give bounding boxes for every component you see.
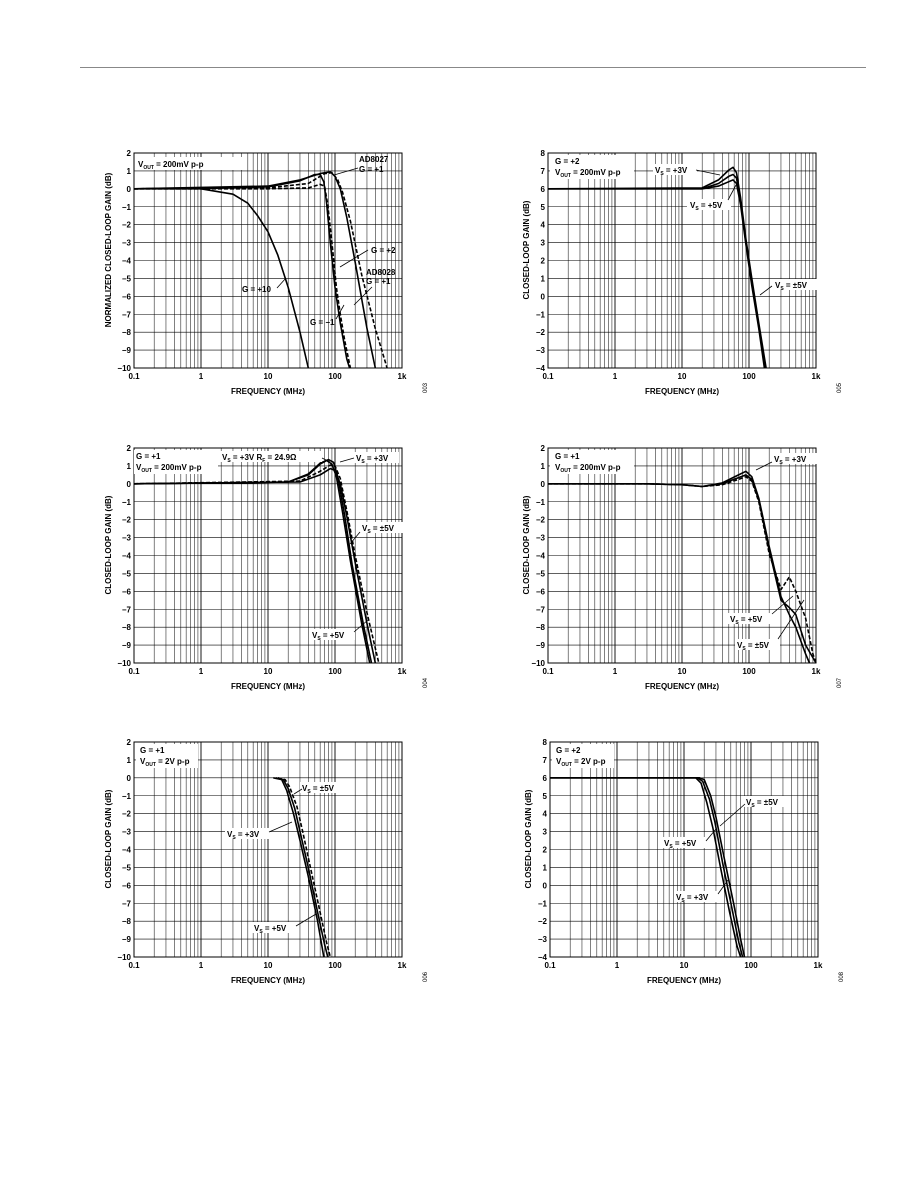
tick-labels [117,444,407,676]
svg-text:VS = +3V: $V_S = +3V$ [227,830,260,841]
series-line [134,172,375,368]
plot-curves [134,172,387,368]
y-tick-label: 1 [542,863,547,873]
svg-text:VS = +5V: $V_S = +5V$ [254,924,287,935]
x-axis-label: FREQUENCY (MHz) [646,976,722,985]
y-tick-label: 2 [126,738,131,747]
y-tick-label: 3 [540,238,545,248]
y-tick-label: −8 [121,623,131,633]
plot-grid [134,448,402,663]
svg-text:VOUT = 200mV p-p: $V_{OUT} = 200mV$ p-p [138,160,204,171]
label-vs-5v [252,922,297,935]
y-tick-label: −4 [121,845,131,855]
x-tick-label: 10 [263,372,273,381]
y-tick-label: 5 [542,791,547,801]
label-gain: G = +1 [136,452,161,461]
y-tick-label: −6 [121,881,131,891]
y-tick-label: 0 [540,479,545,489]
y-tick-label: 1 [126,755,131,765]
chart-normalized-gain-vs-frequency [96,145,441,407]
x-axis-label: FREQUENCY (MHz) [230,387,306,396]
label-gain: G = +2 [556,746,581,755]
svg-text:VS = +3V: $V_S = +3V$ [356,454,389,465]
figure-id: 004 [423,677,429,688]
x-tick-label: 1k [811,372,821,381]
y-tick-label: −4 [535,364,545,373]
label-vs-3v-rf [220,451,322,464]
tick-labels [117,738,407,970]
y-tick-label: 0 [540,292,545,302]
y-axis-label: CLOSED-LOOP GAIN (dB) [522,495,531,595]
y-tick-label: −6 [535,587,545,597]
header-rule [80,67,866,68]
x-tick-label: 0.1 [128,667,140,676]
y-tick-label: −10 [531,659,545,668]
tick-labels [117,149,407,381]
x-tick-label: 100 [742,667,756,676]
chart-gain-vs-frequency-g2 [510,145,855,407]
label-vs-5v [662,837,707,850]
tick-labels [538,738,823,970]
y-tick-label: −10 [117,953,131,962]
svg-text:VOUT = 200mV p-p: $V_{OUT} = 200mV$ p-p [136,463,202,474]
y-tick-label: −2 [121,515,131,525]
y-tick-label: −7 [121,310,131,320]
figure-id: 005 [837,382,843,393]
y-tick-label: −1 [121,791,131,801]
y-axis-label: CLOSED-LOOP GAIN (dB) [104,789,113,889]
label-vs-3v [674,891,719,904]
label-ad8027-gain: G = +1 [359,165,384,174]
plot-grid [548,153,816,368]
label-gain: G = +1 [140,746,165,755]
y-tick-label: −4 [535,551,545,561]
label-vs-pm5v [735,639,780,652]
y-tick-label: 0 [126,773,131,783]
x-axis-label: FREQUENCY (MHz) [644,682,720,691]
series-line [134,175,350,369]
x-tick-label: 10 [677,372,687,381]
y-tick-label: −1 [535,310,545,320]
x-tick-label: 0.1 [128,372,140,381]
y-tick-label: −6 [121,292,131,302]
y-tick-label: −2 [121,220,131,230]
y-tick-label: −5 [535,569,545,579]
annotation-box [552,744,614,768]
y-tick-label: 1 [126,166,131,176]
annotation-box [550,450,634,474]
y-tick-label: −7 [121,899,131,909]
y-tick-label: 8 [540,149,545,158]
y-tick-label: −5 [121,569,131,579]
y-axis-label: CLOSED-LOOP GAIN (dB) [522,200,531,300]
y-tick-label: 0 [542,881,547,891]
series-line [548,167,766,368]
y-tick-label: −2 [121,809,131,819]
chart-gain-vs-frequency-2v-g2 [512,734,857,996]
x-tick-label: 0.1 [542,372,554,381]
label-ad8028-gain: G = +1 [366,277,391,286]
y-tick-label: −3 [537,935,547,945]
y-tick-label: −4 [121,256,131,266]
y-tick-label: −6 [121,587,131,597]
y-tick-label: −8 [121,328,131,338]
label-vs-pm5v [772,279,817,292]
y-tick-label: −9 [121,935,131,945]
x-tick-label: 1 [614,961,620,970]
x-tick-label: 100 [328,667,342,676]
x-tick-label: 100 [328,372,342,381]
y-tick-label: 2 [540,444,545,453]
figure-id: 007 [837,677,843,688]
svg-text:VOUT = 200mV p-p: $V_{OUT} = 200mV$ p-p [555,168,621,179]
y-tick-label: −3 [121,827,131,837]
chart-gain-vs-frequency-supply [96,440,441,702]
y-tick-label: −1 [121,202,131,212]
y-tick-label: 2 [540,256,545,266]
x-tick-label: 1k [397,961,407,970]
x-tick-label: 10 [677,667,687,676]
y-tick-label: −7 [535,605,545,615]
y-tick-label: −5 [121,274,131,284]
y-tick-label: 2 [126,149,131,158]
label-gain: G = +2 [555,157,580,166]
x-tick-label: 100 [742,372,756,381]
y-tick-label: −4 [121,551,131,561]
y-tick-label: −7 [121,605,131,615]
y-tick-label: −1 [121,497,131,507]
svg-text:VS = ±5V: $V_S = \pm 5V$ [362,524,394,535]
x-tick-label: 100 [744,961,758,970]
annotation-box [550,155,634,179]
label-ad8027: AD8027 [359,155,389,164]
x-axis-label: FREQUENCY (MHz) [230,976,306,985]
x-tick-label: 10 [263,961,273,970]
tick-labels [536,149,821,381]
y-tick-label: −9 [535,641,545,651]
y-tick-label: −3 [121,533,131,543]
svg-text:VS = +5V: $V_S = +5V$ [664,839,697,850]
x-tick-label: 1 [198,961,204,970]
x-tick-label: 10 [263,667,273,676]
annotation-box [136,744,198,768]
y-axis-label: CLOSED-LOOP GAIN (dB) [104,495,113,595]
label-vs-3v [354,452,399,465]
label-vs-pm5v [744,796,789,809]
annotation-box [134,450,218,474]
label-vs-3v [653,164,697,177]
label-ad8028: AD8028 [366,268,396,277]
svg-text:VS = +5V: $V_S = +5V$ [690,201,723,212]
x-tick-label: 1 [198,372,204,381]
x-tick-label: 1 [198,667,204,676]
svg-text:VS = +3V: $V_S = +3V$ [655,166,688,177]
y-tick-label: −5 [121,863,131,873]
label-vs-pm5v [360,522,403,535]
y-axis-label: CLOSED-LOOP GAIN (dB) [524,789,533,889]
y-tick-label: 8 [542,738,547,747]
series-line [548,180,764,368]
annotation-vout [136,157,244,171]
plot-curves [548,167,766,368]
series-line [134,173,387,368]
svg-text:VOUT = 2V p-p: $V_{OUT} = 2V$ p-p [140,757,190,768]
x-tick-label: 0.1 [128,961,140,970]
svg-text:VS = +3V: $V_S = +3V$ [676,893,709,904]
x-tick-label: 100 [328,961,342,970]
label-g-minus1: G = −1 [310,318,335,327]
y-tick-label: −9 [121,641,131,651]
x-tick-label: 1k [811,667,821,676]
y-tick-label: 1 [126,461,131,471]
series-line [134,184,350,368]
x-axis-label: FREQUENCY (MHz) [644,387,720,396]
y-tick-label: 3 [542,827,547,837]
plot-grid [134,153,402,368]
y-tick-label: 7 [540,166,545,176]
x-tick-label: 1 [612,372,618,381]
x-tick-label: 0.1 [544,961,556,970]
y-tick-label: 2 [126,444,131,453]
y-tick-label: −10 [117,364,131,373]
svg-text:VS = ±5V: $V_S = \pm 5V$ [302,784,334,795]
y-tick-label: 4 [542,809,547,819]
label-g-plus2: G = +2 [371,246,396,255]
y-tick-label: 1 [540,461,545,471]
y-tick-label: −3 [535,346,545,356]
y-tick-label: −8 [121,917,131,927]
series-line [548,175,765,369]
y-tick-label: 1 [540,274,545,284]
svg-text:VS = +5V: $V_S = +5V$ [730,615,763,626]
y-tick-label: −2 [537,917,547,927]
x-tick-label: 1 [612,667,618,676]
label-vs-pm5v [300,782,345,795]
y-tick-label: −10 [117,659,131,668]
x-tick-label: 1k [397,372,407,381]
y-tick-label: 7 [542,755,547,765]
x-axis-label: FREQUENCY (MHz) [230,682,306,691]
x-tick-label: 0.1 [542,667,554,676]
x-tick-label: 1k [813,961,823,970]
svg-text:VS = ±5V: $V_S = \pm 5V$ [775,281,807,292]
svg-text:VS = +3V RF = 24.9Ω: $V_S = +3V$ $R_F = 24.9\Omega$ [222,453,297,464]
y-axis-label: NORMALIZED CLOSED-LOOP GAIN (dB) [104,172,113,328]
y-tick-label: −1 [535,497,545,507]
svg-text:VS = +3V: $V_S = +3V$ [774,455,807,466]
chart-gain-vs-frequency-wide [510,440,855,702]
y-tick-label: 0 [126,479,131,489]
y-tick-label: 4 [540,220,545,230]
plot-grid [548,448,816,663]
svg-text:VS = ±5V: $V_S = \pm 5V$ [737,641,769,652]
svg-text:VOUT = 2V p-p: $V_{OUT} = 2V$ p-p [556,757,606,768]
y-tick-label: −8 [535,623,545,633]
y-tick-label: −3 [535,533,545,543]
label-gain: G = +1 [555,452,580,461]
figure-id: 003 [423,382,429,393]
y-tick-label: −3 [121,238,131,248]
label-vs-3v [225,828,270,841]
y-tick-label: 6 [542,773,547,783]
label-vs-3v [772,453,817,466]
y-tick-label: 0 [126,184,131,194]
svg-text:VOUT = 200mV p-p: $V_{OUT} = 200mV$ p-p [555,463,621,474]
x-tick-label: 10 [679,961,689,970]
y-tick-label: 5 [540,202,545,212]
plot-grid [550,742,818,957]
label-vs-5v [687,199,731,212]
y-tick-label: 2 [542,845,547,855]
svg-text:VS = ±5V: $V_S = \pm 5V$ [746,798,778,809]
y-tick-label: −2 [535,515,545,525]
figure-id: 008 [839,971,845,982]
label-vs-5v [728,613,773,626]
chart-gain-vs-frequency-2v-g1 [96,734,441,996]
svg-text:VS = +5V: $V_S = +5V$ [312,631,345,642]
y-tick-label: −9 [121,346,131,356]
figure-id: 006 [423,971,429,982]
y-tick-label: −2 [535,328,545,338]
y-tick-label: −1 [537,899,547,909]
x-tick-label: 1k [397,667,407,676]
y-tick-label: 6 [540,184,545,194]
label-g-plus10: G = +10 [242,285,271,294]
y-tick-label: −4 [537,953,547,962]
label-vs-5v [310,629,355,642]
